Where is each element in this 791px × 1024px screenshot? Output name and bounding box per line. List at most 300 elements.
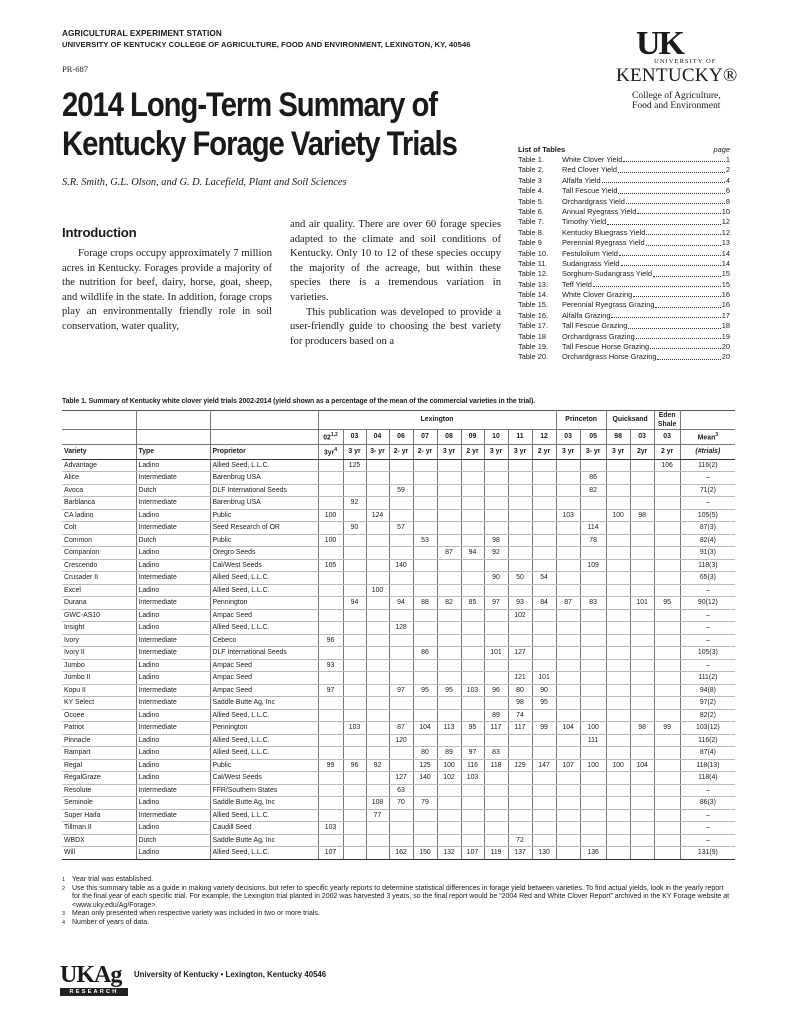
- yield-cell: [461, 472, 484, 485]
- yield-cell: [413, 459, 437, 472]
- toc-item-number: Table 9: [518, 238, 542, 248]
- type-cell: Intermediate: [136, 647, 210, 660]
- toc-item-name: Orchardgrass Grazing: [562, 331, 635, 341]
- yield-cell: [580, 609, 606, 622]
- yield-cell: [389, 509, 413, 522]
- yield-cell: [654, 559, 680, 572]
- yield-cell: [389, 547, 413, 560]
- yield-cell: [413, 522, 437, 535]
- yield-cell: [484, 784, 508, 797]
- yield-cell: 95: [461, 722, 484, 735]
- yield-cell: [318, 722, 343, 735]
- variety-cell: Regal: [62, 759, 136, 772]
- yield-cell: [532, 484, 556, 497]
- type-cell: Dutch: [136, 534, 210, 547]
- yield-cell: 128: [389, 622, 413, 635]
- yield-cell: [580, 459, 606, 472]
- yield-cell: [413, 672, 437, 685]
- table-row: [62, 584, 735, 597]
- yield-cell: [461, 572, 484, 585]
- toc-page-label: page: [713, 145, 730, 154]
- variety-cell: Patriot: [62, 722, 136, 735]
- proprietor-cell: Seed Research of OR: [210, 522, 318, 535]
- yield-cell: [318, 622, 343, 635]
- toc-item-leader: [655, 300, 720, 307]
- yield-cell: 87: [389, 722, 413, 735]
- yield-cell: [654, 847, 680, 860]
- yield-cell: [437, 709, 461, 722]
- type-cell: Intermediate: [136, 684, 210, 697]
- yield-cell: [556, 847, 580, 860]
- toc-item-name: Kentucky Bluegrass Yield: [562, 227, 646, 237]
- toc-item-name: White Clover Grazing: [562, 290, 633, 300]
- yield-cell: [318, 584, 343, 597]
- yield-cell: [437, 797, 461, 810]
- mean-cell: 87(4): [680, 747, 735, 760]
- yield-cell: 124: [366, 509, 389, 522]
- yield-cell: [461, 459, 484, 472]
- yield-cell: [437, 522, 461, 535]
- yield-cell: [437, 809, 461, 822]
- yield-cell: [389, 659, 413, 672]
- yield-cell: [318, 459, 343, 472]
- variety-cell: GWC-AS10: [62, 609, 136, 622]
- yield-cell: [556, 472, 580, 485]
- yield-cell: [532, 509, 556, 522]
- toc-item: [518, 352, 730, 362]
- proprietor-cell: Cebeco: [210, 634, 318, 647]
- toc-item: [518, 332, 730, 342]
- yield-cell: [654, 647, 680, 660]
- toc-item-page: 2: [725, 165, 730, 175]
- toc-item-name: Alfalfa Grazing: [562, 310, 611, 320]
- yield-cell: 130: [532, 847, 556, 860]
- table-row: [62, 734, 735, 747]
- yield-cell: [556, 784, 580, 797]
- yield-cell: [461, 647, 484, 660]
- year-header: 12: [532, 430, 556, 445]
- mean-cell: 91(3): [680, 547, 735, 560]
- table-row: [62, 709, 735, 722]
- uk-logo: [616, 25, 738, 115]
- yield-cell: [654, 534, 680, 547]
- yield-cell: 83: [484, 747, 508, 760]
- toc-item-leader: [619, 249, 721, 256]
- yield-cell: [461, 709, 484, 722]
- variety-cell: Colt: [62, 522, 136, 535]
- yield-cell: [366, 572, 389, 585]
- white-clover-yield-table: [62, 410, 735, 860]
- mean-cell: 71(2): [680, 484, 735, 497]
- proprietor-cell: Saddle Butte Ag, Inc: [210, 697, 318, 710]
- yield-cell: 95: [654, 597, 680, 610]
- duration-header: 3 yr: [606, 444, 630, 459]
- toc-item-name: Timothy Yield: [562, 217, 607, 227]
- yield-cell: [654, 522, 680, 535]
- toc-title: List of Tables: [518, 145, 566, 154]
- yield-cell: [654, 672, 680, 685]
- yield-cell: [630, 659, 654, 672]
- variety-cell: Ocoee: [62, 709, 136, 722]
- variety-cell: Alice: [62, 472, 136, 485]
- location-eden-shale: Eden Shale: [654, 411, 680, 430]
- yield-cell: [343, 534, 366, 547]
- mean-cell: 116(2): [680, 734, 735, 747]
- yield-cell: [484, 822, 508, 835]
- toc-item-leader: [607, 217, 721, 224]
- table-row: [62, 834, 735, 847]
- toc-item-number: Table 1.: [518, 155, 544, 164]
- yield-cell: [437, 672, 461, 685]
- toc-item-number: Table 15.: [518, 300, 548, 310]
- yield-cell: [343, 822, 366, 835]
- table-row: [62, 622, 735, 635]
- location-princeton: Princeton: [556, 411, 606, 430]
- yield-cell: 127: [508, 647, 532, 660]
- yield-cell: [654, 484, 680, 497]
- yield-cell: [532, 659, 556, 672]
- toc-item-leader: [628, 321, 720, 328]
- yield-cell: [461, 534, 484, 547]
- yield-cell: [413, 784, 437, 797]
- yield-cell: [606, 659, 630, 672]
- yield-cell: [389, 672, 413, 685]
- yield-cell: [389, 697, 413, 710]
- ukag-research-logo: [60, 962, 130, 996]
- duration-header: 3 yr: [343, 444, 366, 459]
- yield-cell: [366, 534, 389, 547]
- yield-cell: [366, 784, 389, 797]
- yield-cell: 117: [508, 722, 532, 735]
- yield-cell: [318, 597, 343, 610]
- yield-cell: [654, 634, 680, 647]
- yield-cell: [556, 559, 580, 572]
- yield-cell: 78: [580, 534, 606, 547]
- table-row: [62, 534, 735, 547]
- table-row: [62, 609, 735, 622]
- yield-cell: 80: [508, 684, 532, 697]
- toc-item-leader: [618, 186, 724, 193]
- yield-cell: [630, 809, 654, 822]
- yield-cell: 132: [437, 847, 461, 860]
- toc-item: [518, 165, 730, 175]
- table-row: [62, 797, 735, 810]
- table-row: [62, 472, 735, 485]
- yield-cell: [366, 497, 389, 510]
- yield-cell: [413, 709, 437, 722]
- yield-cell: [413, 809, 437, 822]
- yield-cell: 95: [413, 684, 437, 697]
- yield-cell: [654, 784, 680, 797]
- duration-header-row: [62, 444, 735, 459]
- publication-number: PR-687: [62, 64, 88, 74]
- yield-cell: [556, 584, 580, 597]
- yield-cell: 107: [461, 847, 484, 860]
- note-mark: 2: [62, 885, 66, 892]
- yield-cell: [532, 709, 556, 722]
- toc-item-leader: [602, 176, 725, 183]
- yield-cell: [556, 647, 580, 660]
- table-row: [62, 572, 735, 585]
- yield-cell: [318, 522, 343, 535]
- yield-cell: [484, 609, 508, 622]
- mean-cell: 105(3): [680, 647, 735, 660]
- yield-cell: [606, 822, 630, 835]
- yield-cell: [606, 734, 630, 747]
- yield-cell: [532, 747, 556, 760]
- yield-cell: [343, 734, 366, 747]
- yield-cell: 99: [318, 759, 343, 772]
- variety-cell: Tillman II: [62, 822, 136, 835]
- yield-cell: [654, 709, 680, 722]
- toc-item-leader: [633, 290, 721, 297]
- yield-cell: [654, 772, 680, 785]
- toc-item: [518, 300, 730, 310]
- variety-cell: Will: [62, 847, 136, 860]
- type-cell: Intermediate: [136, 634, 210, 647]
- toc-item: [518, 321, 730, 331]
- toc-item-name: Sudangrass Yield: [562, 258, 620, 268]
- variety-cell: KY Select: [62, 697, 136, 710]
- toc-item-page: 20: [721, 342, 730, 352]
- yield-cell: [556, 484, 580, 497]
- yield-cell: [556, 497, 580, 510]
- yield-cell: [532, 809, 556, 822]
- toc-item-name: Perennial Ryegrass Yield: [562, 238, 645, 248]
- yield-cell: [343, 834, 366, 847]
- yield-cell: 104: [556, 722, 580, 735]
- yield-cell: [461, 734, 484, 747]
- note-text: Mean only presented when respective variety was included in two or more trials.: [72, 910, 320, 918]
- yield-cell: [437, 647, 461, 660]
- proprietor-cell: Allied Seed, L.L.C.: [210, 734, 318, 747]
- proprietor-cell: Allied Seed, L.L.C.: [210, 709, 318, 722]
- yield-cell: 140: [413, 772, 437, 785]
- university-line: UNIVERSITY OF KENTUCKY COLLEGE OF AGRICULTURE, FOOD AND ENVIRONMENT, LEXINGTON, KY, 40546: [62, 40, 471, 49]
- mean-cell: 94(8): [680, 684, 735, 697]
- yield-cell: [484, 522, 508, 535]
- yield-cell: [606, 622, 630, 635]
- toc-item-number: Table 6.: [518, 206, 544, 216]
- yield-cell: [630, 534, 654, 547]
- yield-cell: 89: [437, 747, 461, 760]
- yield-cell: [366, 747, 389, 760]
- yield-cell: [343, 559, 366, 572]
- uk-logo-mark: UK: [636, 25, 683, 62]
- yield-cell: [532, 822, 556, 835]
- yield-cell: [606, 772, 630, 785]
- yield-cell: [389, 572, 413, 585]
- yield-cell: [532, 497, 556, 510]
- mean-cell: –: [680, 809, 735, 822]
- yield-cell: [606, 484, 630, 497]
- duration-header: 2yr: [630, 444, 654, 459]
- yield-cell: [508, 472, 532, 485]
- yield-cell: [630, 559, 654, 572]
- variety-cell: Durana: [62, 597, 136, 610]
- yield-cell: 98: [484, 534, 508, 547]
- yield-cell: 87: [437, 547, 461, 560]
- yield-cell: [484, 809, 508, 822]
- mean-cell: –: [680, 634, 735, 647]
- yield-cell: 103: [461, 684, 484, 697]
- table-row: [62, 672, 735, 685]
- toc-item: [518, 269, 730, 279]
- yield-cell: [508, 459, 532, 472]
- yield-cell: [630, 747, 654, 760]
- toc-item-number: Table 18: [518, 331, 546, 341]
- table-notes: [62, 876, 731, 928]
- variety-cell: Excel: [62, 584, 136, 597]
- yield-cell: [630, 572, 654, 585]
- yield-cell: [606, 459, 630, 472]
- location-lexington: Lexington: [318, 411, 556, 430]
- yield-cell: [654, 684, 680, 697]
- yield-cell: [630, 522, 654, 535]
- yield-cell: [556, 834, 580, 847]
- toc-item: [518, 238, 730, 248]
- mean-trials-header: (#trials): [680, 444, 735, 459]
- yield-cell: [606, 559, 630, 572]
- proprietor-cell: Allied Seed, L.L.C.: [210, 584, 318, 597]
- yield-cell: 107: [556, 759, 580, 772]
- yield-cell: [343, 609, 366, 622]
- yield-cell: 82: [437, 597, 461, 610]
- duration-header: 2 yr: [654, 444, 680, 459]
- note-mark: 3: [62, 911, 66, 918]
- yield-cell: 162: [389, 847, 413, 860]
- yield-cell: [532, 472, 556, 485]
- yield-cell: 94: [343, 597, 366, 610]
- duration-header: 3 yr: [556, 444, 580, 459]
- toc-item: [518, 311, 730, 321]
- yield-cell: 136: [580, 847, 606, 860]
- yield-cell: 93: [508, 597, 532, 610]
- type-cell: Ladino: [136, 747, 210, 760]
- yield-cell: [389, 459, 413, 472]
- yield-cell: [606, 684, 630, 697]
- yield-cell: [389, 609, 413, 622]
- yield-cell: [606, 747, 630, 760]
- proprietor-cell: Allied Seed, L.L.C.: [210, 459, 318, 472]
- yield-cell: [318, 647, 343, 660]
- duration-header: $3yr^4$: [318, 444, 343, 459]
- yield-cell: [413, 497, 437, 510]
- yield-cell: [508, 822, 532, 835]
- yield-cell: [437, 822, 461, 835]
- yield-cell: [484, 559, 508, 572]
- yield-cell: [556, 659, 580, 672]
- yield-cell: [437, 509, 461, 522]
- variety-cell: Insight: [62, 622, 136, 635]
- type-cell: Ladino: [136, 709, 210, 722]
- yield-cell: [484, 459, 508, 472]
- yield-cell: [630, 684, 654, 697]
- yield-cell: [318, 709, 343, 722]
- mean-cell: 82(2): [680, 709, 735, 722]
- yield-cell: 53: [413, 534, 437, 547]
- yield-cell: [366, 734, 389, 747]
- table-row: [62, 697, 735, 710]
- yield-cell: [556, 772, 580, 785]
- yield-cell: [461, 672, 484, 685]
- proprietor-cell: Public: [210, 509, 318, 522]
- mean-cell: –: [680, 659, 735, 672]
- toc-item-number: Table 19.: [518, 342, 548, 352]
- yield-cell: 104: [630, 759, 654, 772]
- yield-cell: [630, 822, 654, 835]
- yield-cell: [366, 547, 389, 560]
- yield-cell: [343, 709, 366, 722]
- yield-cell: [606, 647, 630, 660]
- yield-cell: [437, 497, 461, 510]
- yield-cell: 80: [413, 747, 437, 760]
- yield-cell: 72: [508, 834, 532, 847]
- type-cell: Intermediate: [136, 809, 210, 822]
- toc-item-number: Table 3: [518, 175, 542, 185]
- yield-cell: 99: [654, 722, 680, 735]
- yield-cell: [366, 722, 389, 735]
- yield-cell: [343, 484, 366, 497]
- yield-cell: [508, 659, 532, 672]
- yield-cell: [508, 622, 532, 635]
- toc-item-name: Tall Fescue Grazing: [562, 321, 628, 331]
- type-cell: Intermediate: [136, 497, 210, 510]
- yield-cell: 129: [508, 759, 532, 772]
- yield-cell: [318, 809, 343, 822]
- proprietor-cell: Cal/West Seeds: [210, 772, 318, 785]
- yield-cell: [630, 622, 654, 635]
- intro-paragraph: and air quality. There are over 60 forage species adapted to the climate and soil conditions of Kentucky. Only 10 to 12 of these species occupy the majority of the acreage, but within these species there is a tremendous variation in varieties.: [290, 219, 501, 303]
- toc-item-page: 17: [721, 310, 730, 320]
- yield-cell: [532, 797, 556, 810]
- yield-cell: [437, 697, 461, 710]
- type-cell: Intermediate: [136, 597, 210, 610]
- yield-cell: [318, 834, 343, 847]
- yield-cell: [606, 634, 630, 647]
- year-header: 03: [556, 430, 580, 445]
- proprietor-cell: Allied Seed, L.L.C.: [210, 847, 318, 860]
- yield-cell: [484, 834, 508, 847]
- mean-cell: –: [680, 822, 735, 835]
- yield-cell: 74: [508, 709, 532, 722]
- yield-cell: [366, 709, 389, 722]
- toc-item: [518, 249, 730, 259]
- yield-cell: 85: [461, 597, 484, 610]
- yield-cell: 88: [413, 597, 437, 610]
- yield-cell: [484, 672, 508, 685]
- list-of-tables: [518, 145, 730, 363]
- table-row: [62, 772, 735, 785]
- type-cell: Intermediate: [136, 697, 210, 710]
- mean-cell: 103(12): [680, 722, 735, 735]
- yield-cell: [532, 547, 556, 560]
- yield-cell: [437, 484, 461, 497]
- toc-item-page: 19: [721, 331, 730, 341]
- yield-cell: [654, 572, 680, 585]
- toc-item-page: 16: [721, 290, 730, 300]
- intro-heading: Introduction: [62, 225, 137, 240]
- yield-cell: [630, 834, 654, 847]
- yield-cell: 100: [606, 509, 630, 522]
- yield-cell: [606, 784, 630, 797]
- yield-cell: [389, 634, 413, 647]
- yield-cell: [556, 797, 580, 810]
- yield-cell: 97: [389, 684, 413, 697]
- yield-cell: 101: [630, 597, 654, 610]
- toc-item-leader: [626, 197, 725, 204]
- yield-cell: 79: [413, 797, 437, 810]
